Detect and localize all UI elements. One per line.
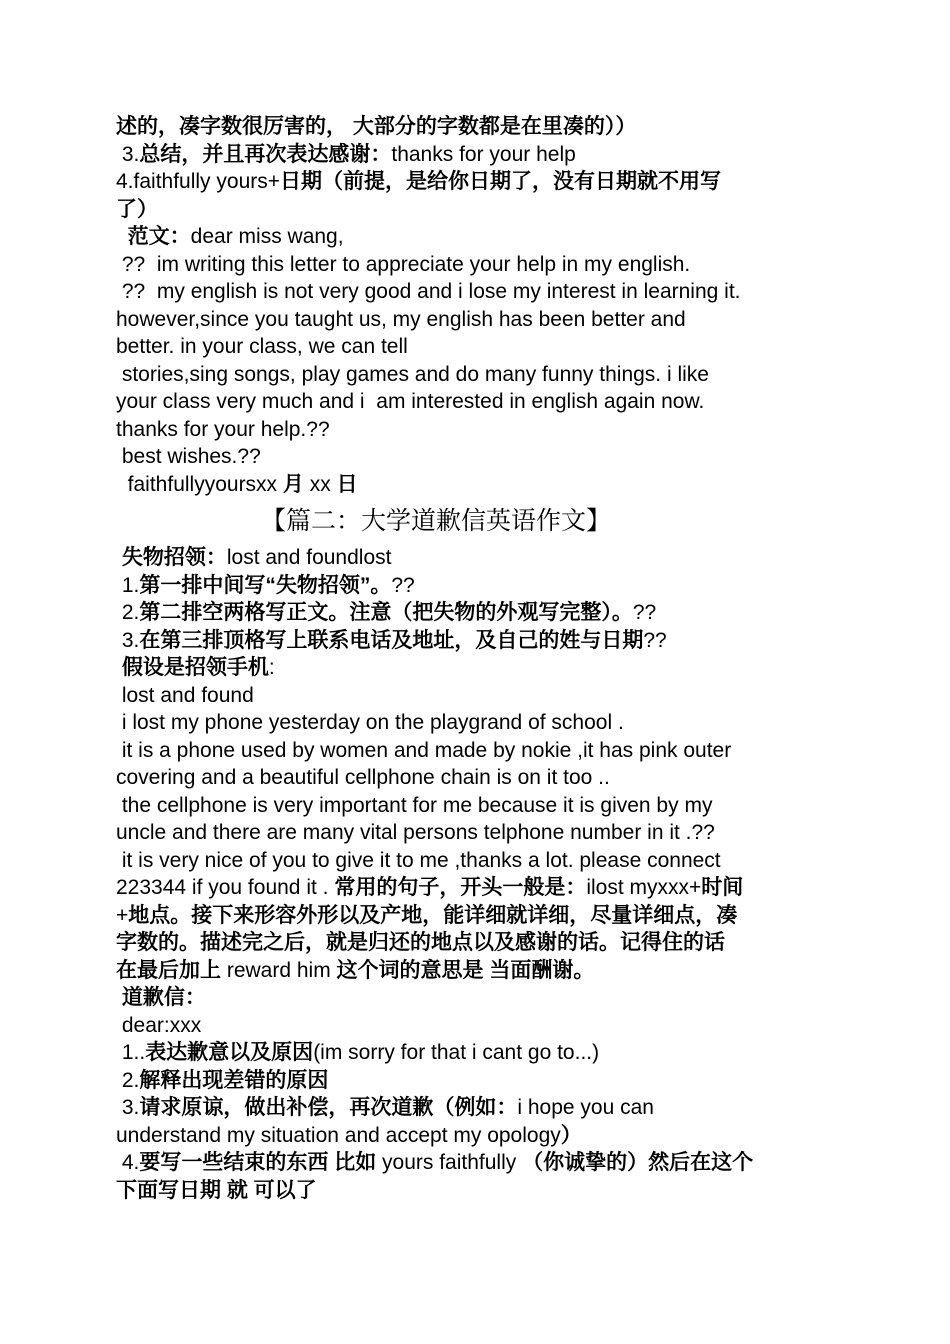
- text-run: better. in your class, we can tell: [116, 335, 408, 358]
- text-run: 1.: [116, 573, 140, 597]
- text-run: (im sorry for that i cant go to...): [313, 1041, 600, 1064]
- bold-text-run: 地点。接下来形容外形以及产地，能详细就详细，尽量详细点，凑: [128, 903, 738, 927]
- bold-text-run: 假设是招领手机: [116, 656, 269, 679]
- text-line: [116, 654, 841, 682]
- text-run: best wishes.??: [116, 445, 261, 468]
- bold-text-run: 表达歉意以及原因: [145, 1041, 314, 1064]
- bold-text-run: 月: [282, 472, 304, 496]
- text-run: ilost myxxx+: [586, 876, 702, 899]
- text-line: [116, 306, 841, 334]
- letter-template-section: [116, 113, 841, 498]
- text-line: [116, 223, 841, 251]
- text-line: [116, 599, 841, 627]
- text-run: it is very nice of you to give it to me ,thanks a lot. please connect: [116, 848, 721, 872]
- text-run: yours faithfully: [376, 1151, 523, 1174]
- bold-text-run: 要写一些结束的东西 比如: [139, 1151, 377, 1174]
- bold-text-run: 日: [336, 472, 358, 496]
- text-line: [116, 984, 841, 1012]
- text-run: i hope you can: [517, 1096, 654, 1119]
- text-line: [116, 168, 841, 196]
- text-run: 4.: [116, 1151, 140, 1174]
- text-line: [116, 333, 841, 361]
- text-line: [116, 874, 841, 902]
- text-line: [116, 361, 841, 389]
- bold-text-run: 第一排中间写“失物招领”。: [139, 573, 392, 597]
- bold-text-run: 在第三排顶格写上联系电话及地址，及自己的姓与日期: [139, 628, 644, 652]
- text-run: covering and a beautiful cellphone chain is on it too ..: [116, 766, 610, 789]
- text-line: [116, 627, 841, 655]
- text-run: it is a phone used by women and made by nokie ,it has pink outer: [116, 738, 732, 762]
- text-line: [116, 251, 841, 279]
- text-line: [116, 196, 841, 224]
- text-line: [116, 1012, 841, 1040]
- bold-text-run: 这个词的意思是 当面酬谢。: [336, 958, 595, 982]
- text-run: 1..: [116, 1041, 146, 1064]
- text-run: i lost my phone yesterday on the playgrand of school .: [116, 711, 624, 734]
- text-line: [116, 388, 841, 416]
- text-run: understand my situation and accept my opology: [116, 1123, 561, 1147]
- text-run: 3.: [116, 142, 140, 166]
- text-line: [116, 416, 841, 444]
- bold-text-run: 总结，并且再次表达感谢：: [139, 142, 392, 166]
- text-line: [116, 572, 841, 600]
- text-line: [116, 141, 841, 169]
- text-run: 2.: [116, 601, 140, 624]
- section-heading: 【篇二：大学道歉信英语作文】: [260, 506, 611, 535]
- text-run: +: [116, 903, 129, 927]
- text-line: [116, 1067, 841, 1095]
- text-run: your class very much and i am interested in english again now.: [116, 390, 705, 413]
- text-run: ?? my english is not very good and i lose my interest in learning it.: [116, 280, 741, 303]
- text-line: [116, 113, 841, 141]
- text-line: [116, 443, 841, 471]
- text-line: [116, 819, 841, 847]
- text-line: [116, 902, 841, 930]
- bold-text-run: 请求原谅，做出补偿，再次道歉（例如：: [139, 1096, 518, 1119]
- text-run: stories,sing songs, play games and do many funny things. i like: [116, 362, 709, 386]
- text-run: :: [268, 656, 275, 679]
- text-run: faithfullyyoursxx: [116, 472, 283, 496]
- text-line: [116, 792, 841, 820]
- bold-text-run: 常用的句子，开头一般是：: [334, 876, 587, 899]
- text-run: 4.faithfully yours+: [116, 170, 281, 193]
- text-run: the cellphone is very important for me because it is given by my: [116, 793, 713, 817]
- text-line: [116, 1122, 841, 1150]
- text-run: 2.: [116, 1068, 140, 1092]
- bold-text-run: （你诚挚的）然后在这个: [522, 1151, 754, 1174]
- text-line: [116, 1149, 841, 1177]
- text-line: [116, 544, 841, 572]
- text-run: thanks for your help.??: [116, 417, 330, 441]
- bold-text-run: ）: [560, 1123, 582, 1147]
- text-run: 3.: [116, 628, 140, 652]
- text-line: [116, 929, 841, 957]
- text-run: lost and foundlost: [226, 546, 392, 569]
- text-line: [116, 764, 841, 792]
- bold-text-run: 在最后加上: [116, 958, 221, 982]
- text-run: 223344 if you found it .: [116, 876, 335, 899]
- bold-text-run: 述的，凑字数很厉害的， 大部分的字数都是在里凑的））: [116, 115, 637, 138]
- text-run: thanks for your help: [391, 142, 576, 166]
- text-line: [116, 1039, 841, 1067]
- bold-text-run: 下面写日期 就 可以了: [116, 1178, 317, 1202]
- text-run: lost and found: [116, 683, 254, 707]
- text-line: [116, 278, 841, 306]
- text-line: [116, 737, 841, 765]
- text-run: ??: [391, 573, 415, 597]
- document-body: [116, 113, 841, 1204]
- text-line: [116, 1177, 841, 1205]
- bold-text-run: 了）: [116, 197, 158, 221]
- text-line: [116, 847, 841, 875]
- bold-text-run: 日期（前提，是给你日期了，没有日期就不用写: [280, 170, 722, 193]
- text-run: ?? im writing this letter to appreciate your help in my english.: [116, 252, 691, 276]
- bold-text-run: 范文：: [116, 225, 191, 248]
- text-run: xx: [303, 472, 337, 496]
- bold-text-run: 失物招领：: [116, 546, 227, 569]
- text-run: ??: [643, 628, 667, 652]
- text-run: 3.: [116, 1096, 140, 1119]
- text-run: uncle and there are many vital persons telphone number in it .??: [116, 821, 715, 844]
- bold-text-run: 解释出现差错的原因: [139, 1068, 329, 1092]
- lost-and-found-section: [116, 544, 841, 1204]
- text-run: dear miss wang,: [190, 225, 344, 248]
- text-run: dear:xxx: [116, 1013, 202, 1037]
- text-line: [116, 471, 841, 499]
- bold-text-run: 道歉信：: [116, 986, 206, 1009]
- text-run: reward him: [221, 958, 337, 982]
- bold-text-run: 字数的。描述完之后，就是归还的地点以及感谢的话。记得住的话: [116, 931, 725, 954]
- text-line: [116, 1094, 841, 1122]
- bold-text-run: 第二排空两格写正文。注意（把失物的外观写完整）。: [139, 601, 633, 624]
- text-line: [116, 682, 841, 710]
- bold-text-run: 时间: [701, 876, 744, 899]
- text-line: [116, 709, 841, 737]
- text-run: ??: [632, 601, 657, 624]
- text-line: [116, 957, 841, 985]
- text-run: however,since you taught us, my english has been better and: [116, 307, 686, 331]
